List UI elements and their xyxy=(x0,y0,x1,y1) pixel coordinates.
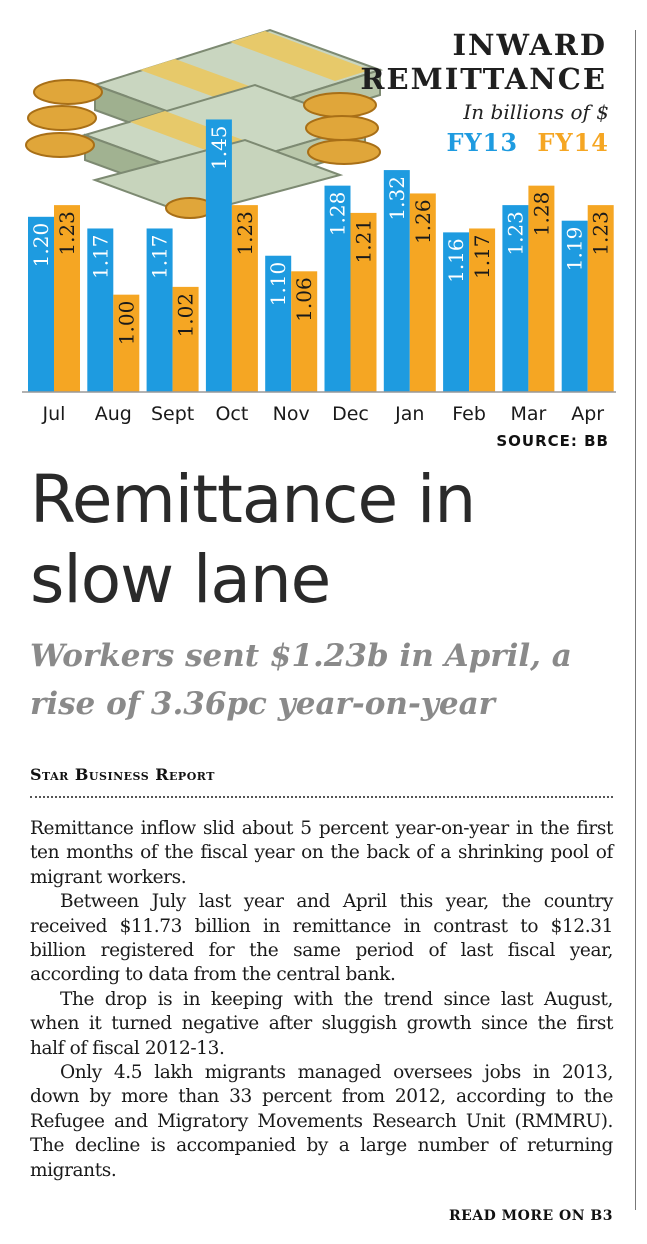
paragraph-3: The drop is in keeping with the trend since last August, when it turned negative after sluggish growth since the first half of fiscal 2012-13. xyxy=(30,988,613,1059)
value-label-fy13-jul: 1.20 xyxy=(29,222,53,268)
column-rule xyxy=(635,30,636,1210)
category-label-nov: Nov xyxy=(272,403,310,425)
legend-fy14: FY14 xyxy=(537,128,609,157)
category-label-jan: Jan xyxy=(395,403,425,425)
chart-title-line1: INWARD xyxy=(452,28,607,62)
value-label-fy14-sept: 1.02 xyxy=(173,292,198,338)
deck: Workers sent $1.23b in April, a rise of 3.36pc year-on-year xyxy=(30,638,572,722)
divider xyxy=(30,796,613,798)
value-label-fy13-oct: 1.45 xyxy=(206,125,231,170)
value-label-fy13-aug: 1.17 xyxy=(88,234,113,280)
remittance-chart xyxy=(0,0,635,460)
chart-subtitle: In billions of $ xyxy=(463,100,609,124)
category-labels xyxy=(42,403,605,425)
value-label-fy14-aug: 1.00 xyxy=(114,300,139,346)
value-label-fy13-jan: 1.32 xyxy=(384,176,409,221)
value-label-fy14-oct: 1.23 xyxy=(232,211,257,256)
chart-title-line2: REMITTANCE xyxy=(360,62,607,96)
value-label-fy13-apr: 1.19 xyxy=(562,226,587,272)
value-label-fy13-mar: 1.23 xyxy=(503,211,528,256)
value-label-fy14-nov: 1.06 xyxy=(292,277,317,322)
category-label-apr: Apr xyxy=(571,403,605,425)
paragraph-4: Only 4.5 lakh migrants managed oversees jobs in 2013, down by more than 33 percent from 2012, according to the Refugee and Migratory Movements Research Unit (RMMRU). The decline is accompanied by a large number of returning migrants. xyxy=(30,1062,613,1181)
category-label-dec: Dec xyxy=(332,403,369,425)
category-label-feb: Feb xyxy=(452,403,486,425)
paragraph-2: Between July last year and April this year, the country received $11.73 billion in remittance in contrast to $12.31 billion registered for the same period of last fiscal year, according to data from the central bank. xyxy=(30,891,613,986)
value-label-fy14-jul: 1.23 xyxy=(55,211,79,256)
value-label-fy13-nov: 1.10 xyxy=(266,261,291,307)
value-label-fy13-feb: 1.16 xyxy=(444,238,469,283)
category-label-mar: Mar xyxy=(510,403,547,425)
value-label-fy13-dec: 1.28 xyxy=(325,191,350,237)
value-label-fy13-sept: 1.17 xyxy=(147,234,172,280)
chart-legend xyxy=(436,128,609,157)
category-label-sept: Sept xyxy=(150,403,195,425)
read-more-link[interactable]: READ MORE ON B3 xyxy=(449,1208,613,1224)
value-label-fy14-jan: 1.26 xyxy=(410,199,435,244)
byline: Star Business Report xyxy=(30,765,215,784)
paragraph-1: Remittance inflow slid about 5 percent year-on-year in the first ten months of the fiscal year on the back of a shrinking pool of migrant workers. xyxy=(30,818,613,888)
value-label-fy14-dec: 1.21 xyxy=(351,218,376,264)
category-label-aug: Aug xyxy=(94,403,132,425)
headline: Remittance in slow lane xyxy=(30,461,476,618)
value-label-fy14-apr: 1.23 xyxy=(588,211,613,256)
category-label-oct: Oct xyxy=(215,403,249,425)
chart-title xyxy=(360,28,607,96)
value-label-fy14-mar: 1.28 xyxy=(529,191,554,237)
chart-source: SOURCE: BB xyxy=(496,432,609,450)
legend-fy13: FY13 xyxy=(446,128,519,157)
article-body xyxy=(30,817,613,1183)
category-label-jul: Jul xyxy=(42,403,66,425)
value-label-fy14-feb: 1.17 xyxy=(470,234,495,280)
